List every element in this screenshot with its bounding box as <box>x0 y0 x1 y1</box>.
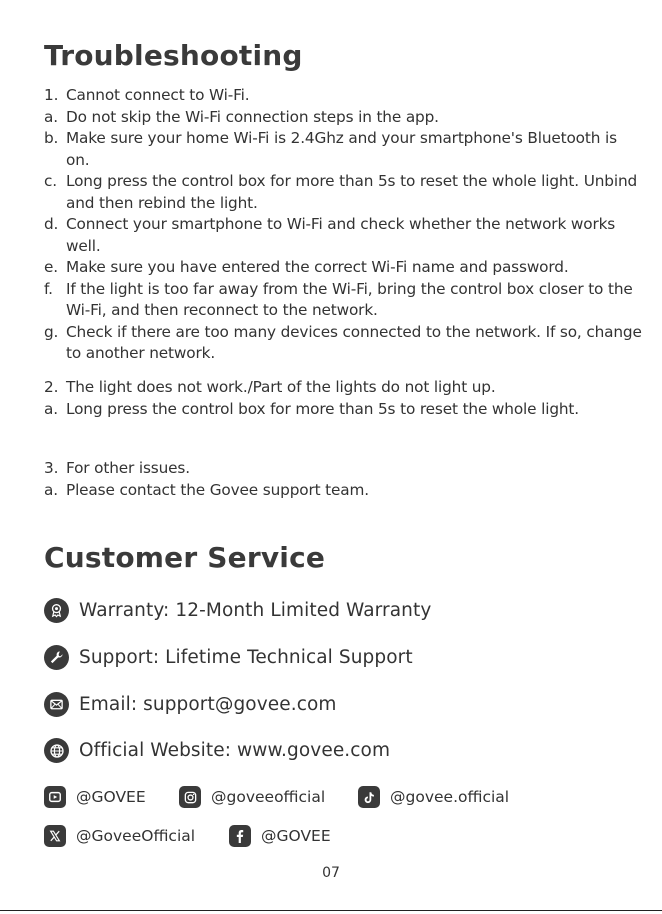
website-text[interactable]: Official Website: www.govee.com <box>79 740 391 761</box>
email-row[interactable] <box>44 692 337 717</box>
warranty-text: Warranty: 12-Month Limited Warranty <box>79 600 432 621</box>
list-marker: a. <box>44 480 58 499</box>
social-facebook[interactable] <box>229 825 331 847</box>
list-text: Please contact the Govee support team. <box>66 480 369 499</box>
list-text: Long press the control box for more than 5s to reset the whole light. Unbind and then rebind the light. <box>66 172 638 212</box>
warranty-row <box>44 598 431 623</box>
facebook-handle[interactable]: @GOVEE <box>261 827 331 845</box>
list-marker: d. <box>44 215 59 233</box>
list-item <box>44 257 644 279</box>
warranty-badge-icon <box>44 598 69 623</box>
youtube-icon <box>44 786 66 808</box>
list-text: Make sure you have entered the correct Wi-Fi name and password. <box>66 258 569 276</box>
envelope-icon <box>44 692 69 717</box>
list-item <box>44 214 644 257</box>
list-text: The light does not work./Part of the lights do not light up. <box>66 378 496 396</box>
list-item <box>44 458 644 480</box>
list-item <box>44 399 644 421</box>
social-instagram[interactable] <box>179 786 325 808</box>
list-text: Do not skip the Wi-Fi connection steps in the app. <box>66 107 439 126</box>
list-text: For other issues. <box>66 459 190 477</box>
issue-group-light <box>44 377 644 420</box>
youtube-handle[interactable]: @GOVEE <box>76 788 146 806</box>
website-row[interactable] <box>44 738 390 763</box>
list-text: Check if there are too many devices connected to the network. If so, change to another network. <box>66 322 642 362</box>
list-text: Long press the control box for more than 5s to reset the whole light. <box>66 399 579 418</box>
list-marker: a. <box>44 107 58 126</box>
list-item <box>44 279 644 322</box>
instagram-icon <box>179 786 201 808</box>
list-marker: 2. <box>44 378 59 396</box>
support-text: Support: Lifetime Technical Support <box>79 647 413 668</box>
issue-group-other <box>44 458 644 501</box>
list-item <box>44 85 644 107</box>
page-number: 07 <box>322 865 340 881</box>
x-handle[interactable]: @GoveeOfficial <box>76 827 196 845</box>
list-marker: 1. <box>44 86 59 104</box>
tiktok-handle[interactable]: @govee.official <box>390 788 510 806</box>
list-item <box>44 480 644 502</box>
customer-service-heading: Customer Service <box>44 541 326 574</box>
globe-icon <box>44 738 69 763</box>
list-item <box>44 377 644 399</box>
list-marker: b. <box>44 129 59 147</box>
list-text: Make sure your home Wi-Fi is 2.4Ghz and your smartphone's Bluetooth is on. <box>66 129 617 169</box>
list-marker: a. <box>44 399 58 418</box>
support-row <box>44 645 413 670</box>
list-marker: f. <box>44 279 53 298</box>
social-x[interactable] <box>44 825 195 847</box>
list-text: Connect your smartphone to Wi-Fi and check whether the network works well. <box>66 215 616 255</box>
bottom-divider <box>0 910 662 911</box>
list-marker: c. <box>44 172 57 190</box>
wrench-icon <box>44 645 69 670</box>
list-item <box>44 171 644 214</box>
social-youtube[interactable] <box>44 786 146 808</box>
list-marker: g. <box>44 322 59 341</box>
issue-group-wifi <box>44 85 644 365</box>
email-text[interactable]: Email: support@govee.com <box>79 694 337 715</box>
list-marker: e. <box>44 258 58 276</box>
list-item <box>44 128 644 171</box>
instagram-handle[interactable]: @goveeofficial <box>211 788 326 806</box>
list-text: If the light is too far away from the Wi-Fi, bring the control box closer to the Wi-Fi, and then reconnect to the network. <box>66 279 633 319</box>
x-icon <box>44 825 66 847</box>
troubleshooting-heading: Troubleshooting <box>44 39 303 72</box>
list-marker: 3. <box>44 459 59 477</box>
facebook-icon <box>229 825 251 847</box>
list-item <box>44 107 644 129</box>
tiktok-icon <box>358 786 380 808</box>
list-item <box>44 322 644 365</box>
social-tiktok[interactable] <box>358 786 509 808</box>
list-text: Cannot connect to Wi-Fi. <box>66 86 250 104</box>
